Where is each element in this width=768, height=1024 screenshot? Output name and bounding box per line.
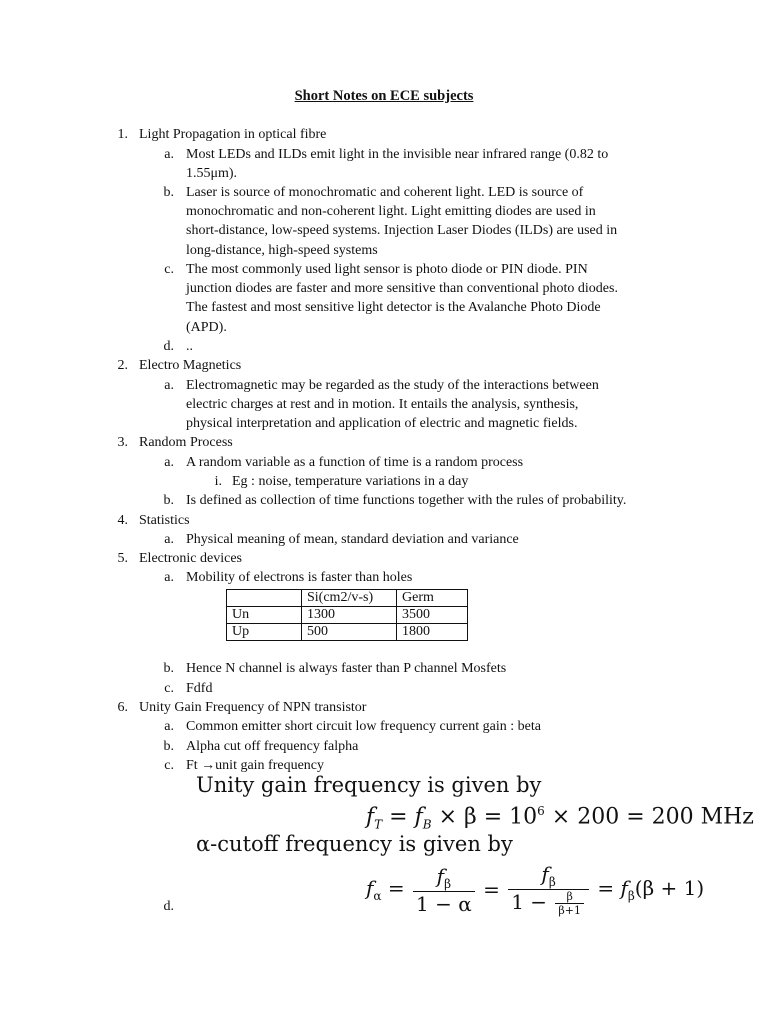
formula-caption-unity: Unity gain frequency is given by	[196, 773, 542, 797]
table-cell: 3500	[397, 607, 468, 624]
document-page: Short Notes on ECE subjects 1. Light Propagation in optical fibre a. Most LEDs and ILDs emit light in the invisible near infrared range (0.82 to 1.55μm). b. Laser is source of monochromatic and coherent light. LED is source of monochromatic and non-coherent light. Light emitting diodes are used in short-distance, low-speed systems. Injection Laser Diodes (ILDs) are used in long-distance, high-speed systems c. The most commonly used light sensor is photo diode or PIN diode. PIN junction diodes are faster and more sensitive than conventional photo diodes. The fastest and most sensitive light detector is the Avalanche Photo Diode (APD). d. .. 2. Electro Magnetics a. Electromagnetic may be regarded as the study of the interactions between electric charges at rest and in motion. It entails the analysis, synthesis, physical interpretation and application of electric and magnetic fields. 3. Random Process a. A random variable as a function of time is a random process i. Eg : noise, temperature variations in a day b. Is defined as collection of time functions together with the rules of probability. 4. Statistics a. Physical meaning of mean, standard deviation and variance 5. Electronic devices a. Mobility of electrons is faster than holes Si(cm2/v-s) Germ Un 1300 3500 Up 500 1800 b. Hence N channel is always faster than P channel Mosfets c. Fdfd 6. Unity Gain Frequency of NPN transistor a. Common emitter short circuit low frequency current gain : beta b. Alpha cut off frequency falpha c. Ft →unit gain frequency Unity gain frequency is given by $f_T = f_B \times \beta = 10^6 \times 200 = 200$ MHz α-cutoff frequency is given by $f_\alpha$ = $\frac{f_\beta}{1 - \alpha}$ = $f_\beta$ 1 − $\frac{\beta}{\beta+1}$ = $f_\beta(\beta + 1)$ d.	[0, 0, 768, 1024]
table-cell: Un	[227, 607, 302, 624]
formula-caption-alpha: α-cutoff frequency is given by	[196, 832, 513, 856]
formula-alpha-cutoff: $f_\alpha$ = $\frac{f_\beta}{1 - \alpha}$ = $f_\beta$ 1 − $\frac{\beta}{\beta+1}$ = $f_\beta(\beta + 1)$	[366, 862, 705, 917]
table-cell: 1800	[397, 624, 468, 641]
formula-unity-gain: $f_T = f_B \times \beta = 10^6 \times 200 = 200$ MHz	[366, 804, 754, 832]
table-row	[227, 607, 468, 624]
table-cell: 500	[302, 624, 397, 641]
page-title: Short Notes on ECE subjects	[294, 88, 474, 104]
table-cell: Up	[227, 624, 302, 641]
formula-result: = 200 MHz	[626, 804, 754, 830]
table-cell: 1300	[302, 607, 397, 624]
table-cell	[227, 590, 302, 607]
table-cell: Germ	[397, 590, 468, 607]
table-cell: Si(cm2/v-s)	[302, 590, 397, 607]
table-row	[227, 624, 468, 641]
table-header-row	[227, 590, 468, 607]
mobility-table	[226, 589, 468, 641]
